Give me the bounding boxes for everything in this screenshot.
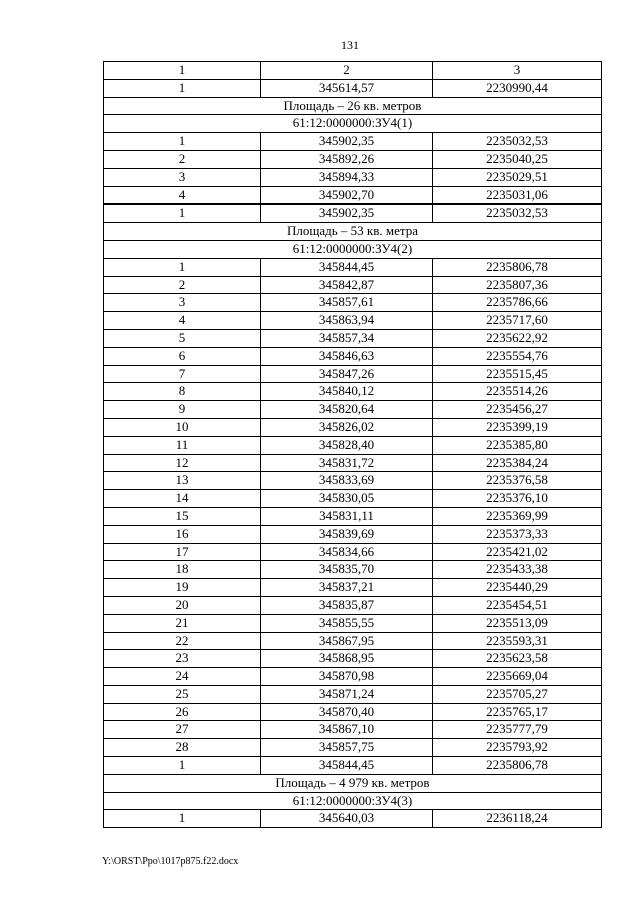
x-coordinate-cell: 345867,10	[261, 721, 433, 739]
page-number: 131	[341, 38, 359, 52]
header-cell-y: 3	[433, 62, 602, 80]
point-number-cell: 6	[104, 347, 261, 365]
table-row	[104, 204, 602, 222]
x-coordinate-cell: 345830,05	[261, 490, 433, 508]
table-row	[104, 418, 602, 436]
point-number-cell: 1	[104, 79, 261, 97]
y-coordinate-cell: 2235399,19	[433, 418, 602, 436]
x-coordinate-cell: 345870,40	[261, 703, 433, 721]
table-row	[104, 150, 602, 168]
table-row	[104, 133, 602, 151]
section-label: Площадь – 4 979 кв. метров	[104, 774, 602, 792]
y-coordinate-cell: 2235029,51	[433, 168, 602, 186]
x-coordinate-cell: 345857,75	[261, 739, 433, 757]
table-row	[104, 276, 602, 294]
coordinates-table	[103, 61, 602, 828]
x-coordinate-cell: 345842,87	[261, 276, 433, 294]
x-coordinate-cell: 345857,61	[261, 294, 433, 312]
x-coordinate-cell: 345614,57	[261, 79, 433, 97]
point-number-cell: 23	[104, 650, 261, 668]
y-coordinate-cell: 2235454,51	[433, 596, 602, 614]
x-coordinate-cell: 345840,12	[261, 383, 433, 401]
table-row	[104, 525, 602, 543]
table-row	[104, 454, 602, 472]
y-coordinate-cell: 2235786,66	[433, 294, 602, 312]
table-row	[104, 365, 602, 383]
x-coordinate-cell: 345831,72	[261, 454, 433, 472]
point-number-cell: 4	[104, 312, 261, 330]
table-row	[104, 79, 602, 97]
x-coordinate-cell: 345831,11	[261, 507, 433, 525]
y-coordinate-cell: 2235032,53	[433, 204, 602, 222]
point-number-cell: 1	[104, 757, 261, 775]
table-row	[104, 383, 602, 401]
x-coordinate-cell: 345867,95	[261, 632, 433, 650]
x-coordinate-cell: 345857,34	[261, 329, 433, 347]
y-coordinate-cell: 2235421,02	[433, 543, 602, 561]
x-coordinate-cell: 345855,55	[261, 614, 433, 632]
y-coordinate-cell: 2235032,53	[433, 133, 602, 151]
section-row	[104, 223, 602, 241]
header-cell-x: 2	[261, 62, 433, 80]
y-coordinate-cell: 2235515,45	[433, 365, 602, 383]
table-row	[104, 543, 602, 561]
section-label: Площадь – 53 кв. метра	[104, 223, 602, 241]
table-row	[104, 258, 602, 276]
point-number-cell: 3	[104, 294, 261, 312]
y-coordinate-cell: 2230990,44	[433, 79, 602, 97]
point-number-cell: 12	[104, 454, 261, 472]
section-row	[104, 97, 602, 115]
y-coordinate-cell: 2235376,10	[433, 490, 602, 508]
point-number-cell: 19	[104, 579, 261, 597]
point-number-cell: 16	[104, 525, 261, 543]
table-row	[104, 703, 602, 721]
table-row	[104, 757, 602, 775]
point-number-cell: 24	[104, 668, 261, 686]
point-number-cell: 8	[104, 383, 261, 401]
y-coordinate-cell: 2235793,92	[433, 739, 602, 757]
point-number-cell: 4	[104, 186, 261, 204]
section-label: 61:12:0000000:ЗУ4(3)	[104, 792, 602, 810]
y-coordinate-cell: 2235456,27	[433, 401, 602, 419]
y-coordinate-cell: 2235622,92	[433, 329, 602, 347]
table-header-row	[104, 62, 602, 80]
y-coordinate-cell: 2235765,17	[433, 703, 602, 721]
header-cell-point: 1	[104, 62, 261, 80]
y-coordinate-cell: 2235373,33	[433, 525, 602, 543]
y-coordinate-cell: 2235806,78	[433, 258, 602, 276]
y-coordinate-cell: 2235717,60	[433, 312, 602, 330]
table-row	[104, 561, 602, 579]
table-row	[104, 596, 602, 614]
point-number-cell: 5	[104, 329, 261, 347]
x-coordinate-cell: 345828,40	[261, 436, 433, 454]
y-coordinate-cell: 2236118,24	[433, 810, 602, 828]
x-coordinate-cell: 345820,64	[261, 401, 433, 419]
point-number-cell: 27	[104, 721, 261, 739]
x-coordinate-cell: 345846,63	[261, 347, 433, 365]
point-number-cell: 13	[104, 472, 261, 490]
point-number-cell: 22	[104, 632, 261, 650]
table-row	[104, 168, 602, 186]
x-coordinate-cell: 345847,26	[261, 365, 433, 383]
table-row	[104, 401, 602, 419]
table-row	[104, 650, 602, 668]
point-number-cell: 18	[104, 561, 261, 579]
y-coordinate-cell: 2235807,36	[433, 276, 602, 294]
table-row	[104, 329, 602, 347]
x-coordinate-cell: 345839,69	[261, 525, 433, 543]
point-number-cell: 9	[104, 401, 261, 419]
x-coordinate-cell: 345902,70	[261, 186, 433, 204]
x-coordinate-cell: 345902,35	[261, 204, 433, 222]
y-coordinate-cell: 2235433,38	[433, 561, 602, 579]
table-row	[104, 312, 602, 330]
y-coordinate-cell: 2235031,06	[433, 186, 602, 204]
section-row	[104, 792, 602, 810]
section-row	[104, 774, 602, 792]
x-coordinate-cell: 345837,21	[261, 579, 433, 597]
y-coordinate-cell: 2235385,80	[433, 436, 602, 454]
table-row	[104, 507, 602, 525]
x-coordinate-cell: 345833,69	[261, 472, 433, 490]
point-number-cell: 15	[104, 507, 261, 525]
point-number-cell: 25	[104, 685, 261, 703]
y-coordinate-cell: 2235705,27	[433, 685, 602, 703]
y-coordinate-cell: 2235040,25	[433, 150, 602, 168]
table-row	[104, 810, 602, 828]
x-coordinate-cell: 345894,33	[261, 168, 433, 186]
x-coordinate-cell: 345870,98	[261, 668, 433, 686]
x-coordinate-cell: 345834,66	[261, 543, 433, 561]
table-row	[104, 579, 602, 597]
x-coordinate-cell: 345844,45	[261, 757, 433, 775]
y-coordinate-cell: 2235384,24	[433, 454, 602, 472]
x-coordinate-cell: 345871,24	[261, 685, 433, 703]
y-coordinate-cell: 2235623,58	[433, 650, 602, 668]
point-number-cell: 14	[104, 490, 261, 508]
table-row	[104, 632, 602, 650]
table-row	[104, 490, 602, 508]
y-coordinate-cell: 2235514,26	[433, 383, 602, 401]
section-row	[104, 240, 602, 258]
point-number-cell: 2	[104, 150, 261, 168]
x-coordinate-cell: 345835,87	[261, 596, 433, 614]
point-number-cell: 1	[104, 133, 261, 151]
point-number-cell: 3	[104, 168, 261, 186]
point-number-cell: 1	[104, 810, 261, 828]
point-number-cell: 26	[104, 703, 261, 721]
table-row	[104, 614, 602, 632]
y-coordinate-cell: 2235440,29	[433, 579, 602, 597]
table-row	[104, 668, 602, 686]
y-coordinate-cell: 2235777,79	[433, 721, 602, 739]
y-coordinate-cell: 2235554,76	[433, 347, 602, 365]
x-coordinate-cell: 345863,94	[261, 312, 433, 330]
y-coordinate-cell: 2235806,78	[433, 757, 602, 775]
x-coordinate-cell: 345835,70	[261, 561, 433, 579]
table-row	[104, 436, 602, 454]
x-coordinate-cell: 345892,26	[261, 150, 433, 168]
y-coordinate-cell: 2235669,04	[433, 668, 602, 686]
point-number-cell: 21	[104, 614, 261, 632]
point-number-cell: 17	[104, 543, 261, 561]
point-number-cell: 20	[104, 596, 261, 614]
coordinates-table-body	[104, 62, 602, 828]
table-row	[104, 685, 602, 703]
section-label: 61:12:0000000:ЗУ4(1)	[104, 115, 602, 133]
table-row	[104, 472, 602, 490]
x-coordinate-cell: 345826,02	[261, 418, 433, 436]
footer-file-path: Y:\ORST\Ppo\1017p875.f22.docx	[102, 856, 239, 867]
section-label: 61:12:0000000:ЗУ4(2)	[104, 240, 602, 258]
table-row	[104, 739, 602, 757]
point-number-cell: 7	[104, 365, 261, 383]
y-coordinate-cell: 2235376,58	[433, 472, 602, 490]
x-coordinate-cell: 345902,35	[261, 133, 433, 151]
y-coordinate-cell: 2235513,09	[433, 614, 602, 632]
y-coordinate-cell: 2235369,99	[433, 507, 602, 525]
x-coordinate-cell: 345844,45	[261, 258, 433, 276]
point-number-cell: 10	[104, 418, 261, 436]
table-row	[104, 186, 602, 204]
section-label: Площадь – 26 кв. метров	[104, 97, 602, 115]
point-number-cell: 11	[104, 436, 261, 454]
point-number-cell: 28	[104, 739, 261, 757]
table-row	[104, 721, 602, 739]
x-coordinate-cell: 345640,03	[261, 810, 433, 828]
table-row	[104, 294, 602, 312]
y-coordinate-cell: 2235593,31	[433, 632, 602, 650]
point-number-cell: 1	[104, 204, 261, 222]
point-number-cell: 2	[104, 276, 261, 294]
point-number-cell: 1	[104, 258, 261, 276]
x-coordinate-cell: 345868,95	[261, 650, 433, 668]
section-row	[104, 115, 602, 133]
table-row	[104, 347, 602, 365]
